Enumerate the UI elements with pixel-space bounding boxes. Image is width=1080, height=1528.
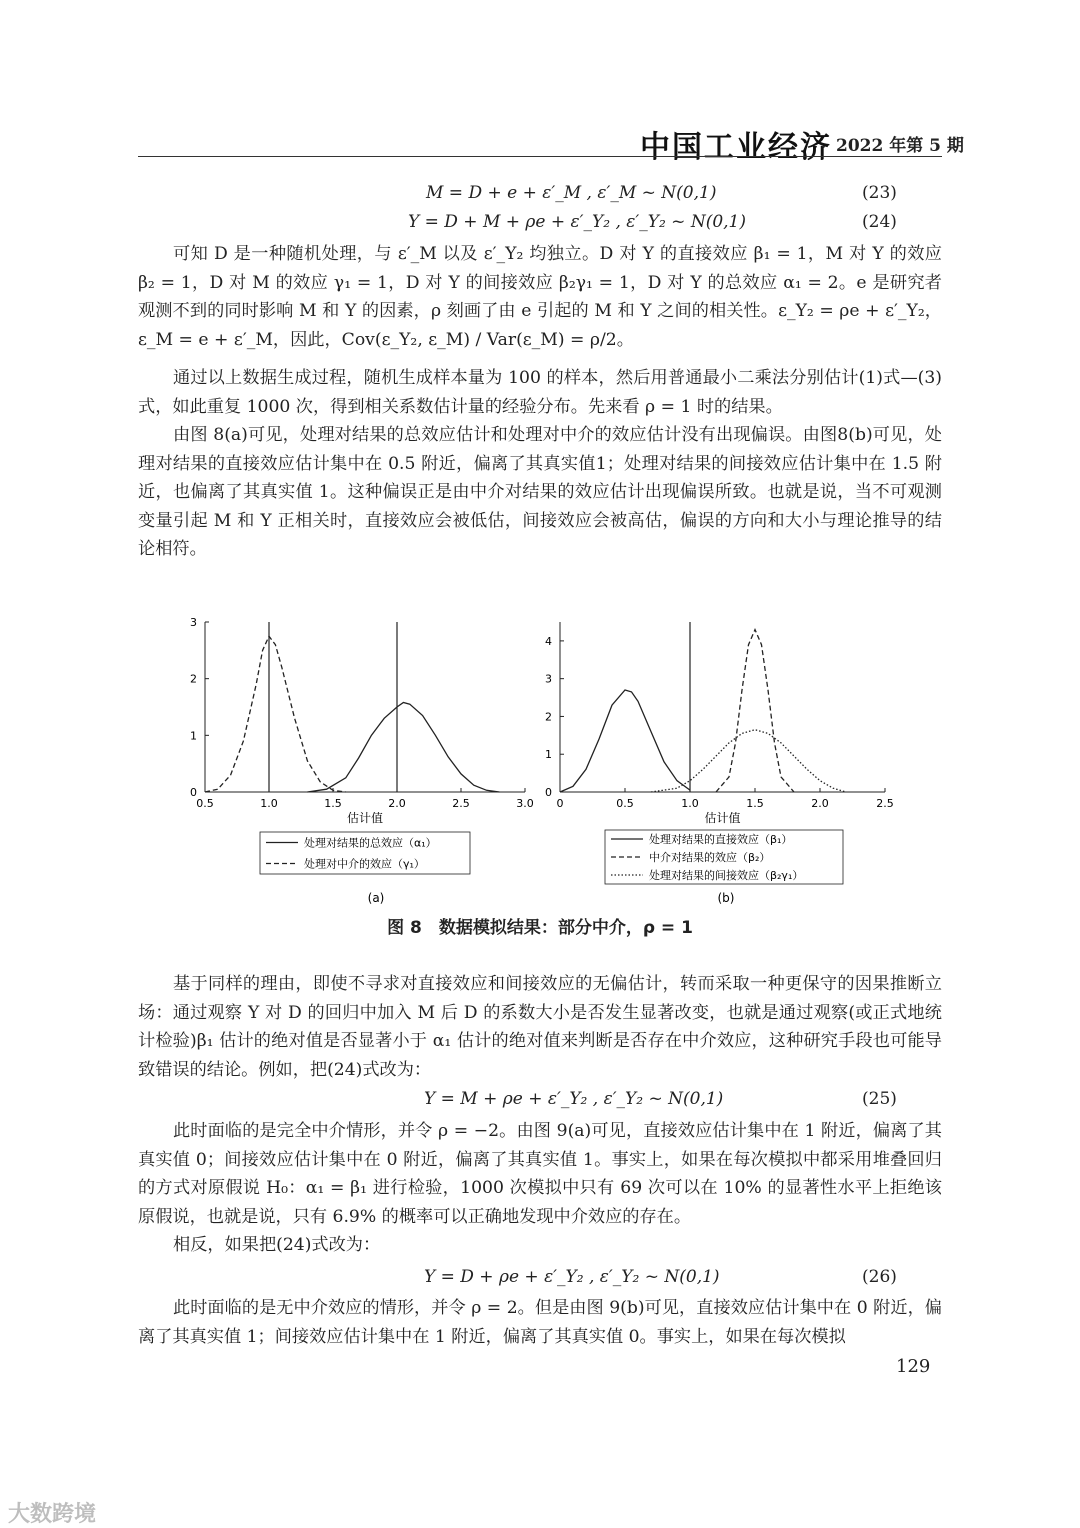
equation-23-number: (23) xyxy=(862,183,897,203)
y-tick-label: 4 xyxy=(545,634,552,648)
series-line xyxy=(205,636,346,792)
x-tick-label: 2.0 xyxy=(388,797,406,810)
y-tick-label: 2 xyxy=(545,710,552,724)
paragraph-4: 基于同样的理由，即使不寻求对直接效应和间接效应的无偏估计，转而采取一种更保守的因果推断立场：通过观察 Y 对 D 的回归中加入 M 后 D 的系数大小是否发生显著改变，也就是通过观察(或正式地统计检验)β₁ 估计的绝对值是否显著小于 α₁ 估计的绝对值来判断是否存在中介效应，这种研究手段也可能导致错误的结论。例如，把(24)式改为： xyxy=(138,974,942,1080)
body-text-bottom xyxy=(138,1294,942,1351)
equation-26-number: (26) xyxy=(862,1267,897,1287)
x-tick-label: 0.5 xyxy=(616,797,634,810)
x-tick-label: 0 xyxy=(556,797,564,810)
y-tick-label: 2 xyxy=(190,672,197,686)
page-number: 129 xyxy=(896,1356,931,1377)
panel-b-label: (b) xyxy=(717,891,735,905)
x-tick-label: 1.5 xyxy=(324,797,342,810)
figure-8-caption: 图 8 数据模拟结果：部分中介，ρ = 1 xyxy=(387,918,693,938)
paragraph-2: 通过以上数据生成过程，随机生成样本量为 100 的样本，然后用普通最小二乘法分别估计(1)式—(3)式，如此重复 1000 次，得到相关系数估计量的经验分布。先来看 ρ = 1 时的结果。 xyxy=(138,368,942,417)
y-tick-label: 0 xyxy=(190,786,197,799)
journal-title: 中国工业经济 xyxy=(640,130,832,165)
legend-label: 处理对结果的直接效应（β₁） xyxy=(649,833,793,846)
header-rule xyxy=(138,156,942,157)
legend-label: 中介对结果的效应（β₂） xyxy=(649,851,771,864)
paragraph-7: 此时面临的是无中介效应的情形，并令 ρ = 2。但是由图 9(b)可见，直接效应估计集中在 0 附近，偏离了其真实值 1；间接效应估计集中在 1 附近，偏离了其真实值 0。事实上，如果在每次模拟 xyxy=(138,1298,942,1347)
series-line xyxy=(560,690,690,792)
equation-25-number: (25) xyxy=(862,1089,897,1109)
x-tick-label: 1.5 xyxy=(746,797,764,810)
y-tick-label: 1 xyxy=(545,748,552,762)
equation-24-number: (24) xyxy=(862,212,897,232)
legend-label: 处理对结果的总效应（α₁） xyxy=(304,836,437,850)
x-axis-label: 估计值 xyxy=(346,811,384,825)
equation-26: Y = D + ρe + ε′_Y₂ , ε′_Y₂ ~ N(0,1) xyxy=(424,1267,720,1287)
legend-label: 处理对结果的间接效应（β₂γ₁） xyxy=(649,869,804,882)
x-axis-label: 估计值 xyxy=(704,811,741,825)
issue-label: 2022 年第 5 期 xyxy=(836,136,964,156)
body-text-lower xyxy=(138,1117,942,1260)
x-tick-label: 2.5 xyxy=(876,797,894,810)
x-tick-label: 0.5 xyxy=(196,797,214,810)
x-tick-label: 3.0 xyxy=(516,797,534,810)
series-line xyxy=(716,630,794,792)
figure-8 xyxy=(150,612,930,907)
watermark-logo: 大数跨境 xyxy=(8,1502,97,1527)
y-tick-label: 3 xyxy=(190,616,197,629)
figure-8-panel-b xyxy=(545,622,894,884)
y-tick-label: 3 xyxy=(545,672,552,686)
y-tick-label: 1 xyxy=(190,729,197,743)
x-tick-label: 1.0 xyxy=(681,797,699,810)
figure-8-panel-a xyxy=(190,616,534,874)
equation-23: M = D + e + ε′_M , ε′_M ~ N(0,1) xyxy=(426,183,717,203)
x-tick-label: 2.0 xyxy=(811,797,829,810)
legend-label: 处理对中介的效应（γ₁） xyxy=(304,857,425,871)
y-tick-label: 0 xyxy=(545,786,552,799)
panel-a-label: (a) xyxy=(367,891,385,905)
x-tick-label: 2.5 xyxy=(452,797,470,810)
body-text-middle xyxy=(138,970,942,1084)
paragraph-3: 由图 8(a)可见，处理对结果的总效应估计和处理对中介的效应估计没有出现偏误。由图8(b)可见，处理对结果的直接效应估计集中在 0.5 附近，偏离了其真实值1；处理对结果的间接效应估计集中在 1.5 附近，也偏离了其真实值 1。这种偏误正是由中介对结果的效应估计出现偏误所致。也就是说，当不可观测变量引起 M 和 Y 正相关时，直接效应会被低估，间接效应会被高估，偏误的方向和大小与理论推导的结论相符。 xyxy=(138,425,942,559)
series-line xyxy=(307,703,499,793)
body-text-top xyxy=(138,240,942,564)
equation-24: Y = D + M + ρe + ε′_Y₂ , ε′_Y₂ ~ N(0,1) xyxy=(408,212,746,232)
paragraph-1: 可知 D 是一种随机处理，与 ε′_M 以及 ε′_Y₂ 均独立。D 对 Y 的直接效应 β₁ = 1，M 对 Y 的效应 β₂ = 1，D 对 M 的效应 γ₁ = 1，D 对 Y 的间接效应 β₂γ₁ = 1，D 对 Y 的总效应 α₁ = 2。e 是研究者观测不到的同时影响 M 和 Y 的因素，ρ 刻画了由 e 引起的 M 和 Y 之间的相关性。ε_Y₂ = ρe + ε′_Y₂，ε_M = e + ε′_M，因此，Cov(ε_Y₂, ε_M) / Var(ε_M) = ρ/2。 xyxy=(138,244,942,350)
paragraph-6: 相反，如果把(24)式改为： xyxy=(173,1235,381,1255)
paragraph-5: 此时面临的是完全中介情形，并令 ρ = −2。由图 9(a)可见，直接效应估计集中在 1 附近，偏离了其真实值 0；间接效应估计集中在 0 附近，偏离了其真实值 1。事实上，如果在每次模拟中都采用堆叠回归的方式对原假说 H₀：α₁ = β₁ 进行检验，1000 次模拟中只有 69 次可以在 10% 的显著性水平上拒绝该原假说，也就是说，只有 6.9% 的概率可以正确地发现中介效应的存在。 xyxy=(138,1121,942,1227)
equation-25: Y = M + ρe + ε′_Y₂ , ε′_Y₂ ~ N(0,1) xyxy=(424,1089,724,1109)
x-tick-label: 1.0 xyxy=(260,797,278,810)
